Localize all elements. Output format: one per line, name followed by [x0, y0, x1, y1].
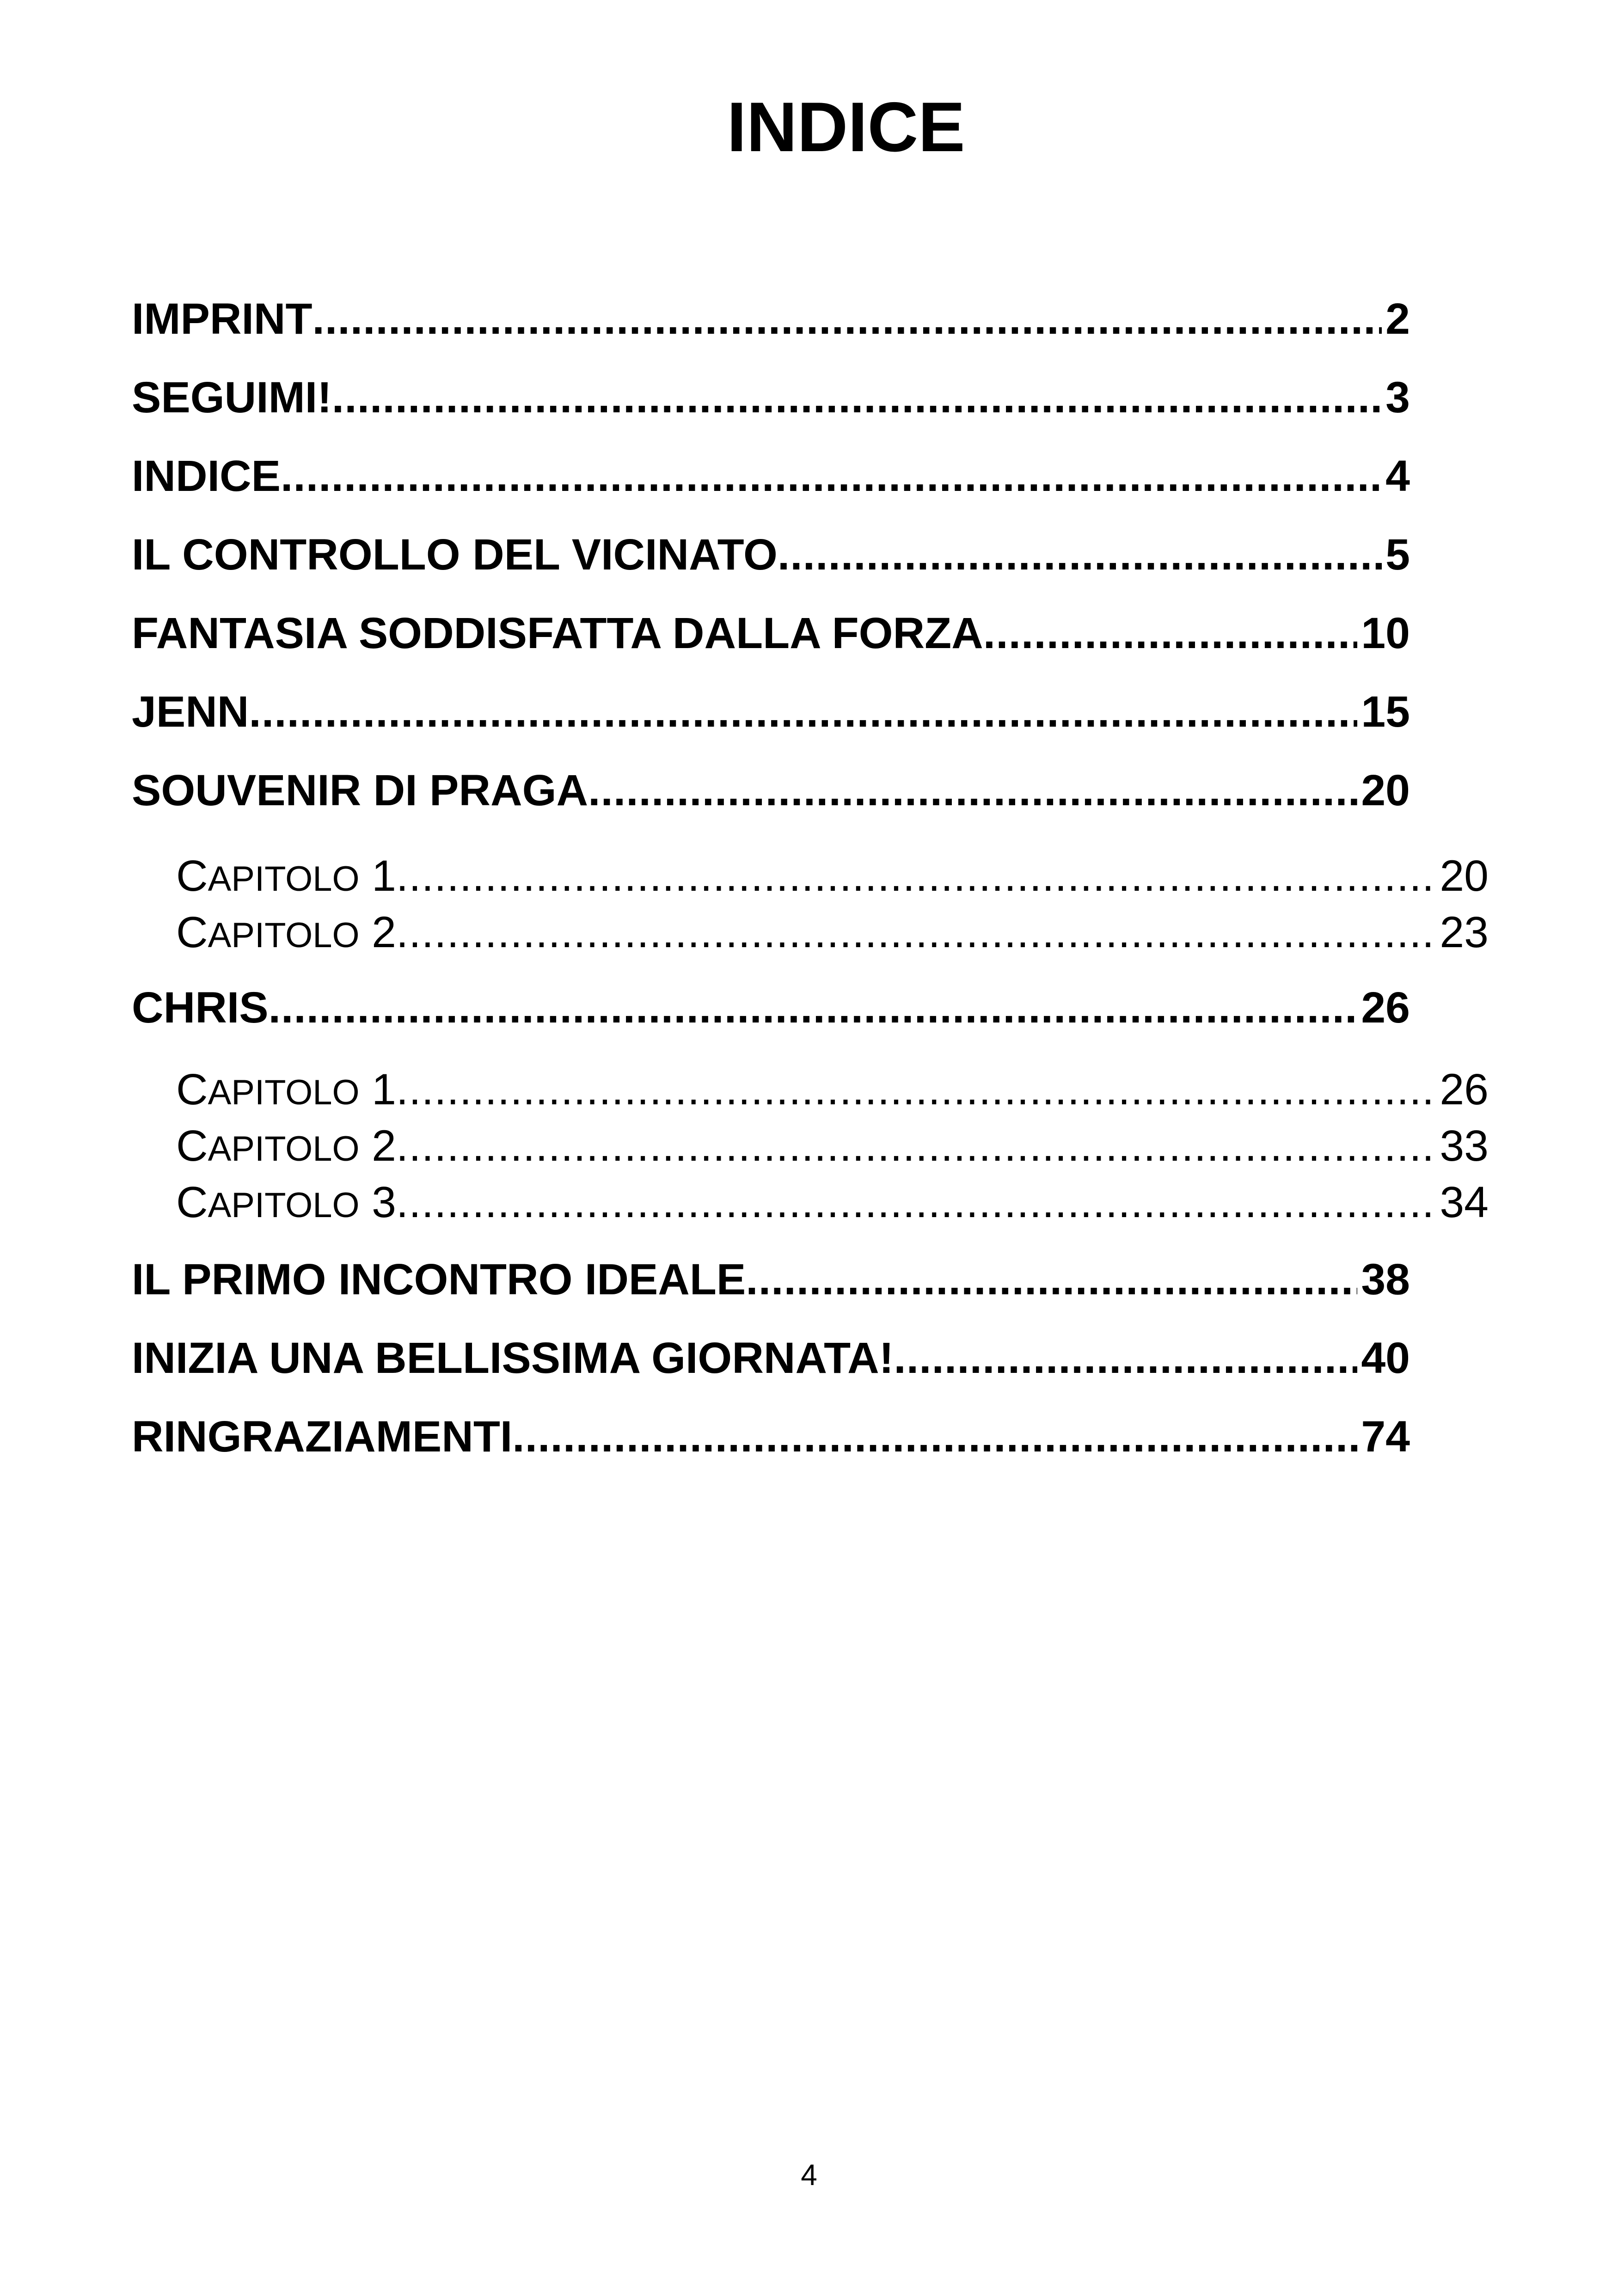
toc-entry-il-primo-incontro-ideale[interactable] [132, 1249, 1410, 1310]
toc-entry-title: IL CONTROLLO DEL VICINATO [132, 530, 778, 579]
toc-leader [249, 682, 1357, 742]
toc-entry-imprint[interactable] [132, 289, 1410, 349]
toc-entry-page: 10 [1361, 609, 1410, 658]
toc-subentry-page: 26 [1440, 1065, 1489, 1114]
toc-entry-page: 74 [1361, 1412, 1410, 1461]
toc-leader [512, 1407, 1357, 1467]
toc-entry-ringraziamenti[interactable] [132, 1407, 1410, 1467]
toc-leader [983, 603, 1358, 663]
toc-entry-indice[interactable] [132, 446, 1410, 506]
toc-entry-title: FANTASIA SODDISFATTA DALLA FORZA [132, 609, 983, 658]
toc-subentry-title: CAPITOLO 3 [176, 1178, 396, 1227]
toc-entry-title: JENN [132, 687, 249, 736]
toc-leader [396, 1120, 1436, 1171]
toc-entry-page: 3 [1385, 373, 1410, 422]
toc-leader [746, 1249, 1357, 1310]
toc-entry-title: SEGUIMI! [132, 373, 332, 422]
toc-subentry-capitolo[interactable] [176, 907, 1489, 958]
toc-subentry-capitolo[interactable] [176, 1064, 1489, 1115]
toc-leader [269, 978, 1358, 1038]
toc-entry-page: 5 [1385, 530, 1410, 579]
toc-subentry-capitolo[interactable] [176, 851, 1489, 901]
toc-entry-il-controllo-del-vicinato[interactable] [132, 525, 1410, 585]
toc-entry-inizia-una-bellissima-giornata[interactable] [132, 1328, 1410, 1388]
toc-subentry-page: 33 [1440, 1121, 1489, 1170]
toc-entry-title: RINGRAZIAMENTI [132, 1412, 513, 1461]
toc-entry-page: 2 [1385, 294, 1410, 343]
toc-entry-seguimi[interactable] [132, 367, 1410, 428]
toc-entry-page: 40 [1361, 1334, 1410, 1383]
toc-entry-jenn[interactable] [132, 682, 1410, 742]
toc-entry-page: 15 [1361, 687, 1410, 736]
toc-entry-title: IL PRIMO INCONTRO IDEALE [132, 1255, 746, 1304]
toc-subentry-title: CAPITOLO 2 [176, 908, 396, 957]
toc-leader [894, 1328, 1357, 1388]
toc-entry-page: 26 [1361, 983, 1410, 1032]
toc-subentry-title: CAPITOLO 1 [176, 851, 396, 900]
page-title: INDICE [727, 88, 965, 166]
toc-entry-page: 38 [1361, 1255, 1410, 1304]
toc-entry-title: INDICE [132, 452, 281, 501]
toc-entry-souvenir-di-praga[interactable] [132, 760, 1410, 820]
toc-subentry-title: CAPITOLO 1 [176, 1065, 396, 1114]
toc-subentry-page: 20 [1440, 851, 1489, 900]
toc-subentry-page: 34 [1440, 1178, 1489, 1227]
toc-subentry-title: CAPITOLO 2 [176, 1121, 396, 1170]
toc-entry-title: SOUVENIR DI PRAGA [132, 766, 588, 815]
toc-subentry-capitolo[interactable] [176, 1177, 1489, 1228]
toc-leader [778, 525, 1382, 585]
toc-leader [332, 367, 1382, 428]
toc-entry-page: 4 [1385, 452, 1410, 501]
toc-leader [313, 289, 1382, 349]
toc-subentry-page: 23 [1440, 908, 1489, 957]
page-number: 4 [801, 2158, 817, 2192]
toc-leader [396, 851, 1436, 901]
toc-leader [588, 760, 1357, 820]
toc-entry-chris[interactable] [132, 978, 1410, 1038]
toc-leader [281, 446, 1382, 506]
toc-subentry-capitolo[interactable] [176, 1120, 1489, 1171]
toc-leader [396, 1064, 1436, 1115]
toc-entry-title: IMPRINT [132, 294, 313, 343]
toc-entry-fantasia-soddisfatta[interactable] [132, 603, 1410, 663]
toc-entry-title: CHRIS [132, 983, 269, 1032]
toc-entry-title: INIZIA UNA BELLISSIMA GIORNATA! [132, 1334, 894, 1383]
toc-entry-page: 20 [1361, 766, 1410, 815]
toc-leader [396, 907, 1436, 958]
toc-leader [396, 1177, 1436, 1228]
